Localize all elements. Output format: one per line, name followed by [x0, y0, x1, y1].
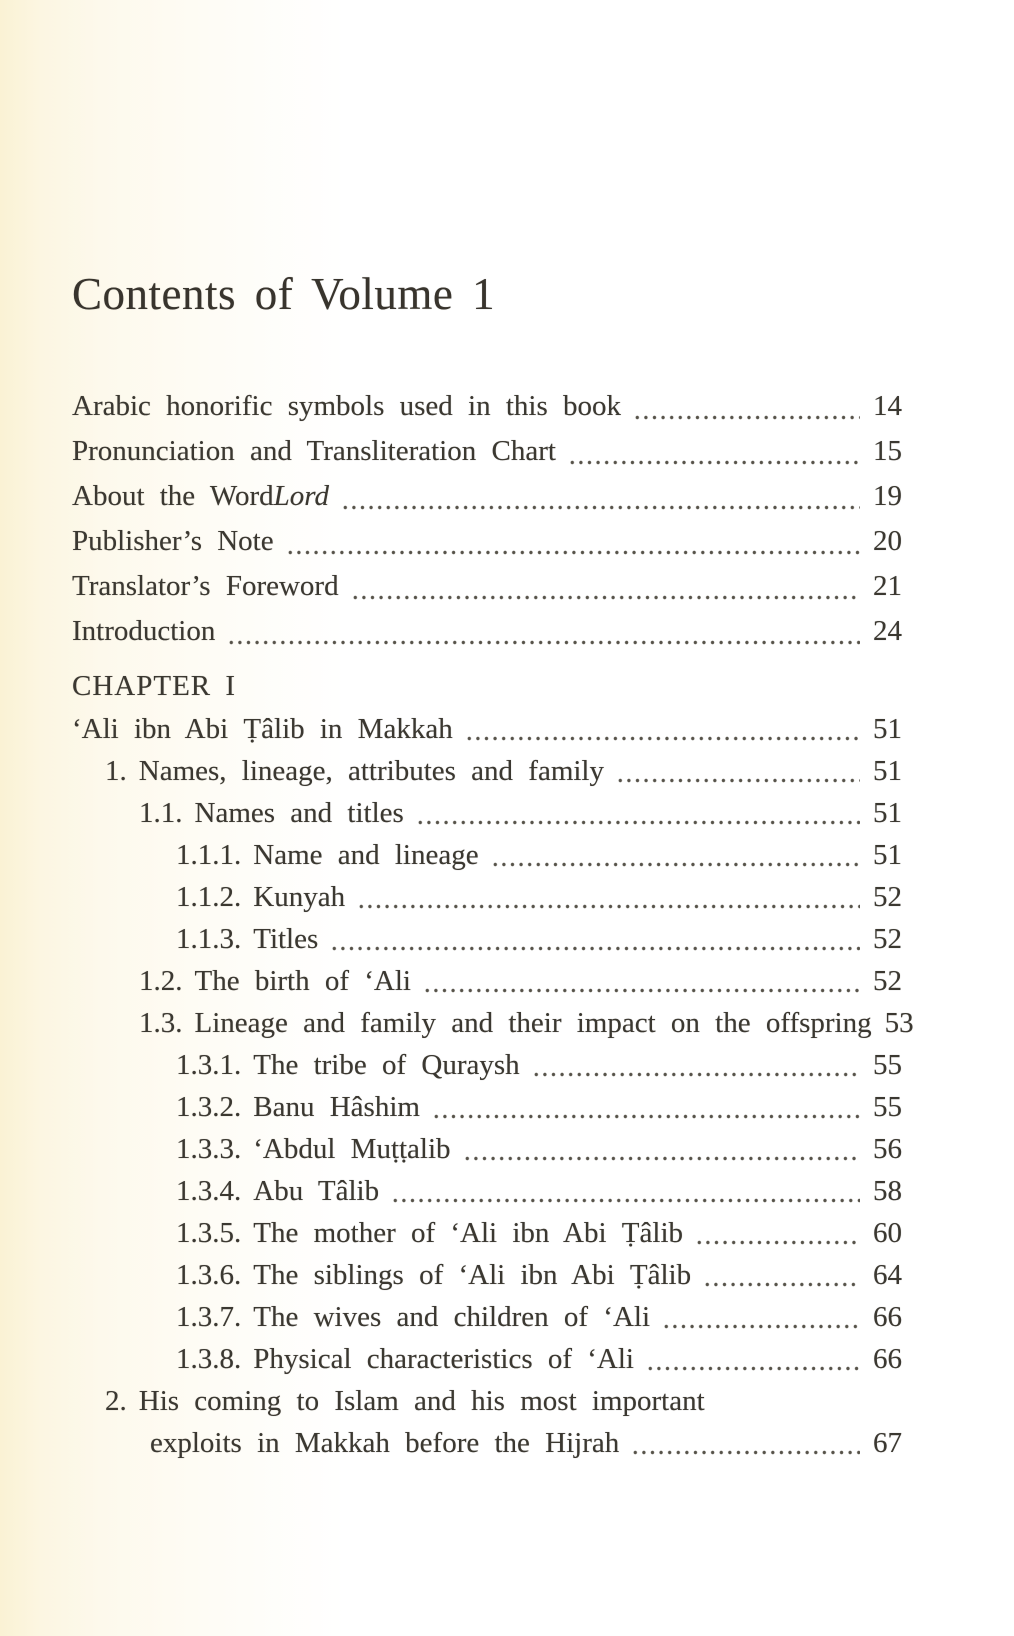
- toc-entry-label: ‘Abdul Muṭṭalib: [253, 1133, 451, 1165]
- toc-entry-label: The tribe of Quraysh: [253, 1049, 520, 1081]
- section-number: 1.1.1.: [176, 839, 242, 871]
- dot-leader: [631, 384, 860, 429]
- toc-entry-arabic-symbols: [72, 384, 902, 429]
- section-number: 1.3.2.: [176, 1091, 242, 1123]
- toc-entry-label: Publisher’s Note: [72, 525, 274, 557]
- dot-leader: [349, 564, 860, 609]
- toc-page-number: 15: [873, 435, 902, 467]
- toc-entry-label: Lineage and family and their impact on the offspring: [194, 1007, 872, 1039]
- toc-entry-label: The siblings of ‘Ali ibn Abi Ṭâlib: [253, 1259, 692, 1291]
- dot-leader: [339, 474, 860, 519]
- toc-entry-1-3-4: [176, 1170, 902, 1212]
- toc-entry-1-3-7: [176, 1296, 902, 1338]
- page-title: Contents of Volume 1: [72, 269, 496, 319]
- toc-entry-chapter-1-title: [72, 708, 902, 750]
- toc-page-number: 20: [873, 525, 902, 557]
- toc-entry-1: [105, 750, 902, 792]
- section-number: 2.: [105, 1385, 127, 1417]
- toc-entry-label: Name and lineage: [253, 839, 479, 871]
- section-number: 1.1.3.: [176, 923, 242, 955]
- front-matter-toc: [72, 384, 902, 654]
- toc-entry-1-1: [139, 792, 902, 834]
- toc-page-number: 51: [873, 839, 902, 871]
- section-number: 1.3.8.: [176, 1343, 242, 1375]
- toc-page-number: 66: [873, 1343, 902, 1375]
- toc-entry-label: The birth of ‘Ali: [194, 965, 411, 997]
- toc-entry-1-3-6: [176, 1254, 902, 1296]
- toc-entry-label: Arabic honorific symbols used in this book: [72, 390, 622, 422]
- section-number: 1.: [105, 755, 127, 787]
- toc-entry-about-word-lord: [72, 474, 902, 519]
- toc-page-number: 52: [873, 881, 902, 913]
- toc-page-number: 58: [873, 1175, 902, 1207]
- section-number: 1.3.3.: [176, 1133, 242, 1165]
- toc-entry-label: Titles: [253, 923, 319, 955]
- dot-leader: [328, 918, 860, 960]
- toc-page-number: 53: [884, 1007, 914, 1039]
- toc-entry-1-1-1: [176, 834, 902, 876]
- toc-entry-label: Pronunciation and Transliteration Chart: [72, 435, 556, 467]
- dot-leader: [693, 1212, 860, 1254]
- toc-entry-label: Translator’s Foreword: [72, 570, 339, 602]
- toc-page-number: 21: [873, 570, 902, 602]
- toc-entry-1-3-5: [176, 1212, 902, 1254]
- dot-leader: [614, 750, 860, 792]
- toc-entry-label: Kunyah: [253, 881, 346, 913]
- toc-page-number: 55: [873, 1049, 902, 1081]
- toc-entry-label: Abu Tâlib: [253, 1175, 380, 1207]
- toc-entry-1-2: [139, 960, 902, 1002]
- dot-leader: [629, 1422, 860, 1464]
- section-number: 1.3.1.: [176, 1049, 242, 1081]
- dot-leader: [644, 1338, 860, 1380]
- toc-entry-introduction: [72, 609, 902, 654]
- toc-entry-1-3-3: [176, 1128, 902, 1170]
- toc-entry-1-3: [139, 1002, 914, 1044]
- toc-entry-2-line-1: [105, 1380, 902, 1422]
- toc-entry-label: Names and titles: [194, 797, 404, 829]
- toc-entry-label: The mother of ‘Ali ibn Abi Ṭâlib: [253, 1217, 684, 1249]
- toc-entry-2-line-2: [150, 1422, 902, 1464]
- toc-entry-label: Banu Hâshim: [253, 1091, 420, 1123]
- toc-entry-label: Physical characteristics of ‘Ali: [253, 1343, 634, 1375]
- chapter-title: ‘Ali ibn Abi Ṭâlib in Makkah: [72, 713, 453, 745]
- toc-entry-pronunciation-chart: [72, 429, 902, 474]
- dot-leader: [461, 1128, 860, 1170]
- toc-entry-1-3-1: [176, 1044, 902, 1086]
- section-number: 1.1.: [139, 797, 183, 829]
- chapter-1-toc: [72, 664, 914, 1464]
- toc-entry-label: About the Word: [72, 480, 274, 512]
- toc-entry-label-italic: Lord: [273, 480, 329, 512]
- dot-leader: [389, 1170, 860, 1212]
- toc-page-number: 67: [873, 1427, 902, 1459]
- dot-leader: [355, 876, 860, 918]
- dot-leader: [463, 708, 860, 750]
- toc-page-number: 52: [873, 923, 902, 955]
- toc-entry-1-1-3: [176, 918, 902, 960]
- toc-entry-translators-foreword: [72, 564, 902, 609]
- toc-page-number: 52: [873, 965, 902, 997]
- toc-page-number: 64: [873, 1259, 902, 1291]
- section-number: 1.3.4.: [176, 1175, 242, 1207]
- dot-leader: [414, 792, 860, 834]
- toc-entry-label: The wives and children of ‘Ali: [253, 1301, 651, 1333]
- toc-page-number: 60: [873, 1217, 902, 1249]
- dot-leader: [530, 1044, 860, 1086]
- section-number: 1.3.: [139, 1007, 183, 1039]
- dot-leader: [566, 429, 860, 474]
- toc-page-number: 14: [873, 390, 902, 422]
- toc-entry-1-1-2: [176, 876, 902, 918]
- dot-leader: [225, 609, 860, 654]
- dot-leader: [421, 960, 860, 1002]
- toc-page-number: 51: [873, 755, 902, 787]
- section-number: 1.1.2.: [176, 881, 242, 913]
- dot-leader: [701, 1254, 860, 1296]
- toc-page-number: 56: [873, 1133, 902, 1165]
- toc-page-number: 66: [873, 1301, 902, 1333]
- section-number: 1.3.7.: [176, 1301, 242, 1333]
- section-number: 1.2.: [139, 965, 183, 997]
- toc-page-number: 19: [873, 480, 902, 512]
- toc-page-number: 51: [873, 797, 902, 829]
- toc-entry-label: Introduction: [72, 615, 216, 647]
- dot-leader: [284, 519, 860, 564]
- toc-entry-1-3-8: [176, 1338, 902, 1380]
- toc-entry-publishers-note: [72, 519, 902, 564]
- chapter-heading: CHAPTER I: [72, 670, 237, 702]
- toc-entry-1-3-2: [176, 1086, 902, 1128]
- dot-leader: [489, 834, 860, 876]
- toc-entry-label-continued: exploits in Makkah before the Hijrah: [150, 1427, 620, 1459]
- toc-entry-label: His coming to Islam and his most important: [138, 1385, 705, 1417]
- section-number: 1.3.6.: [176, 1259, 242, 1291]
- toc-entry-label: Names, lineage, attributes and family: [138, 755, 604, 787]
- toc-page-number: 55: [873, 1091, 902, 1123]
- toc-page-number: 51: [873, 713, 902, 745]
- section-number: 1.3.5.: [176, 1217, 242, 1249]
- dot-leader: [430, 1086, 860, 1128]
- dot-leader: [660, 1296, 860, 1338]
- toc-page-number: 24: [873, 615, 902, 647]
